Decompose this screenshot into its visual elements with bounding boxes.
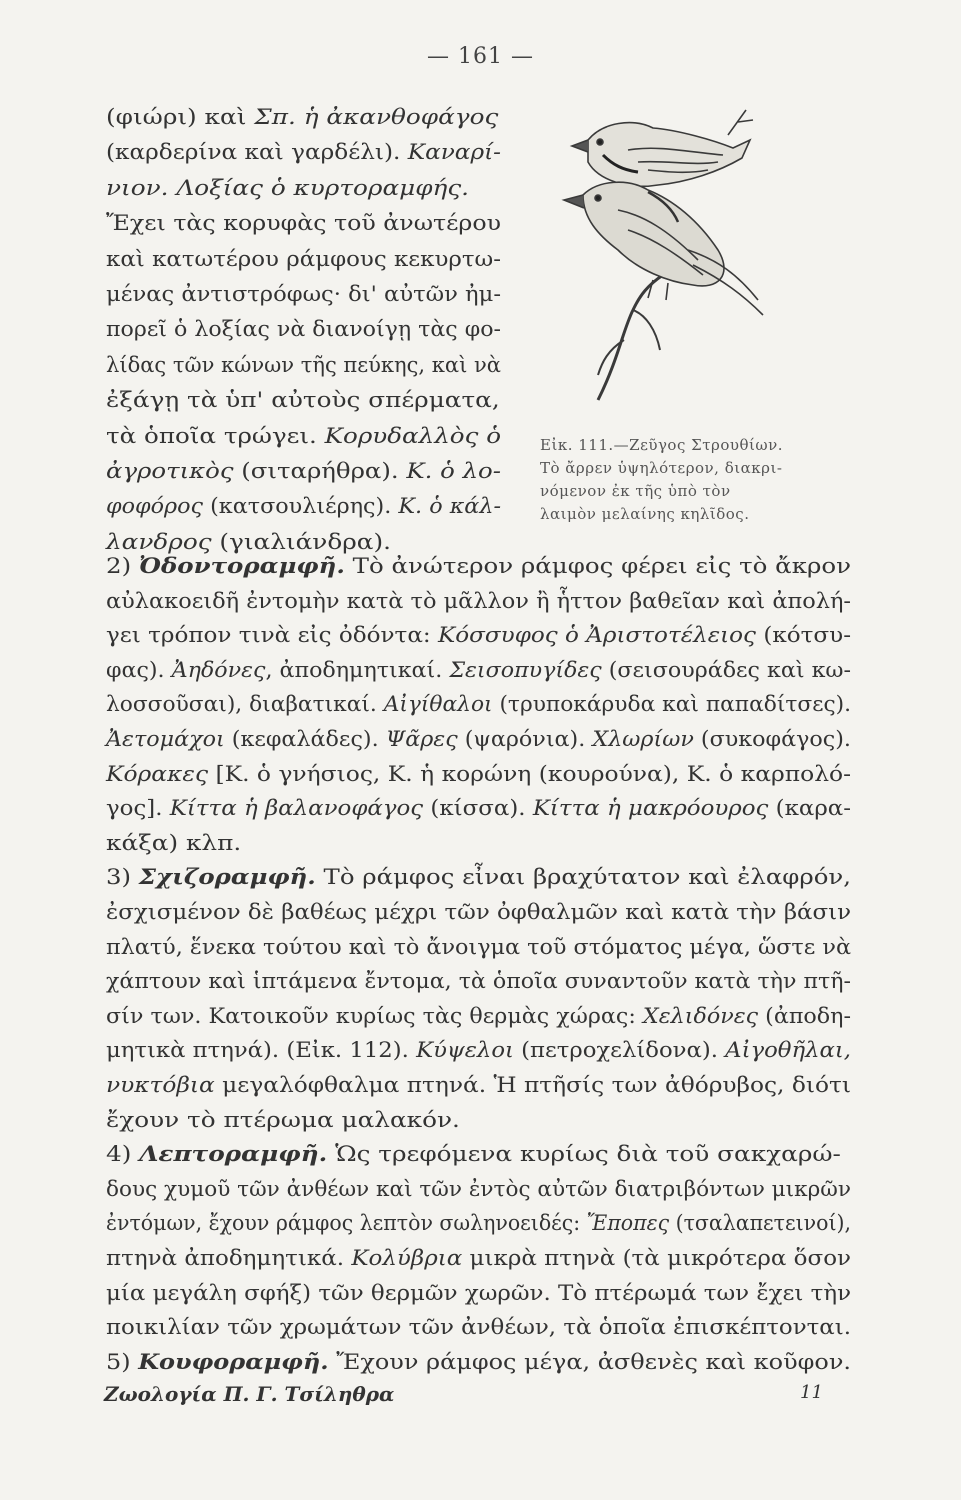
text-run: νυκτόβια	[106, 1073, 215, 1098]
text-run: Ὀδοντοραμφῆ.	[138, 554, 345, 579]
text-run: ἐσχισμένον δὲ βαθέως μέχρι τῶν ὀφθαλμῶν καὶ κατὰ τὴν βάσιν	[106, 900, 851, 925]
text-run: Χελιδόνες	[642, 1003, 759, 1029]
text-line	[106, 139, 501, 167]
text-run: Ἀετομάχοι	[106, 727, 225, 752]
text-run: (σιταρήθρα).	[233, 459, 407, 484]
text-run: (κατσουλιέρης).	[203, 494, 399, 520]
text-run: Καναρί-	[407, 140, 501, 166]
text-run: νιον. Λοξίας ὁ κυρτοραμφής.	[106, 175, 470, 201]
text-run: ἔχουν τὸ πτέρωμα μαλακόν.	[106, 1107, 460, 1133]
text-line	[106, 726, 851, 754]
text-run: Κ. ὁ κάλ-	[398, 494, 501, 520]
text-line	[106, 246, 501, 274]
text-run: λίδας τῶν κώνων τῆς πεύκης, καὶ νὰ	[106, 352, 501, 378]
text-run: Κύψελοι	[416, 1038, 514, 1064]
text-run: λανδρος	[106, 529, 212, 555]
text-line	[106, 691, 851, 719]
text-run: , ἀποδημητικαί.	[265, 657, 450, 683]
text-run: 2)	[106, 554, 139, 579]
text-run: (γιαλιάνδρα).	[211, 529, 391, 555]
text-run: (κότσυ-	[755, 623, 851, 649]
text-run: καὶ κατωτέρου ράμφους κεκυρτω-	[106, 246, 501, 272]
text-run: (κίσσα).	[423, 796, 533, 822]
text-run: (σεισουράδες καὶ κω-	[601, 657, 851, 683]
text-line	[106, 458, 501, 486]
text-line	[106, 934, 851, 962]
text-line	[106, 1176, 851, 1204]
text-line	[106, 1107, 460, 1135]
text-run: αὐλακοειδῆ ἐντομὴν κατὰ τὸ μᾶλλον ἢ ἧττον βαθεῖαν καὶ ἀπολή-	[106, 588, 851, 614]
text-line	[106, 899, 851, 927]
text-run: μένας ἀντιστρόφως· δι' αὐτῶν ἠμ-	[106, 282, 501, 307]
figure-sparrows	[528, 100, 828, 420]
text-run: Κόσσυφος ὁ Ἀριστοτέλειος	[438, 623, 756, 649]
text-line	[106, 1141, 841, 1169]
text-run: Σεισοπυγίδες	[449, 657, 602, 683]
text-run: δους χυμοῦ τῶν ἀνθέων καὶ τῶν ἐντὸς αὐτῶν διατριβόντων μικρῶν	[106, 1176, 852, 1202]
text-run: Ἔχει τὰς κορυφὰς τοῦ ἀνωτέρου	[106, 211, 501, 237]
footer-book-title: Ζωολογία Π. Γ. Τσίληθρα	[104, 1382, 395, 1406]
text-run: Κόρακες	[106, 761, 209, 787]
text-run: 3)	[106, 865, 139, 891]
text-run: (τσαλαπετεινοί),	[669, 1211, 851, 1237]
text-line	[106, 553, 851, 581]
text-line	[106, 493, 501, 521]
text-run: Ἀηδόνες	[171, 657, 266, 683]
text-run: ἐξάγῃ τὰ ὑπ' αὐτοὺς σπέρματα,	[106, 388, 500, 414]
footer-signature-number: 11	[800, 1382, 823, 1403]
text-run: πτηνὰ ἀποδημητικά.	[106, 1246, 352, 1271]
text-run: Κίττα ἡ βαλανοφάγος	[169, 796, 424, 822]
text-line	[106, 175, 469, 203]
text-line	[106, 1314, 851, 1342]
text-run: Κ. ὁ λο-	[406, 459, 501, 484]
text-line	[106, 968, 851, 996]
text-run: ἀγροτικὸς	[106, 459, 234, 484]
text-line	[106, 387, 500, 415]
text-line	[106, 864, 851, 892]
text-line	[106, 795, 851, 823]
text-run: Ἔποπες	[586, 1211, 670, 1237]
text-run: Σχιζοραμφῆ.	[138, 865, 316, 891]
text-run: μεγαλόφθαλμα πτηνά. Ἡ πτῆσίς των ἀθόρυβος, διότι	[214, 1073, 852, 1098]
text-run: Λεπτοραμφῆ.	[139, 1142, 328, 1168]
text-run: Κουφοραμφῆ.	[138, 1349, 329, 1375]
text-run: Τὸ ἀνώτερον ράμφος φέρει εἰς τὸ ἄκρον	[344, 554, 851, 579]
text-run: μητικὰ πτηνά). (Εἰκ. 112).	[106, 1038, 417, 1064]
text-run: ποικιλίαν τῶν χρωμάτων τῶν ἀνθέων, τὰ ὁποῖα ἐπισκέπτονται.	[106, 1315, 851, 1341]
text-line	[106, 1003, 851, 1031]
text-run: 4)	[106, 1142, 140, 1168]
text-run: πορεῖ ὁ λοξίας νὰ διανοίγῃ τὰς φο-	[106, 317, 502, 343]
text-run: (φιώρι) καὶ	[106, 105, 255, 130]
text-run: λοσσοῦσαι), διαβατικαί.	[106, 692, 384, 718]
text-line	[106, 423, 501, 451]
text-line	[106, 1349, 851, 1377]
text-run: Αἰγοθῆλαι,	[725, 1038, 851, 1064]
text-line	[106, 1072, 851, 1100]
text-run: μικρὰ πτηνὰ (τὰ μικρότερα ὅσον	[462, 1246, 851, 1271]
text-run: (τρυποκάρυδα καὶ παπαδίτσες).	[492, 692, 851, 718]
text-run: χάπτουν καὶ ἱπτάμενα ἔντομα, τὰ ὁποῖα συναντοῦν κατὰ τὴν πτῆ-	[106, 969, 851, 995]
text-run: (καρδερίνα καὶ γαρδέλι).	[106, 140, 408, 166]
text-run: Τὸ ράμφος εἶναι βραχύτατον καὶ ἐλαφρόν,	[315, 865, 851, 891]
figure-caption-line: λαιμὸν μελαίνης κηλῖδος.	[540, 505, 750, 523]
text-run: Κολύβρια	[351, 1246, 463, 1271]
text-line	[106, 1280, 851, 1308]
text-run: γει τρόπον τινὰ εἰς ὀδόντα:	[106, 623, 439, 649]
text-run: 5)	[106, 1349, 139, 1375]
text-run: Σπ. ἡ ἀκανθοφάγος	[254, 105, 499, 130]
text-run: (κεφαλάδες).	[224, 727, 386, 752]
text-run: Κορυδαλλὸς ὁ	[324, 423, 501, 449]
text-run: σίν των. Κατοικοῦν κυρίως τὰς θερμὰς χώρας:	[106, 1003, 643, 1029]
text-run: (ψαρόνια).	[457, 727, 593, 752]
text-run: (ἀποδη-	[758, 1003, 851, 1029]
text-run: Κίττα ἡ μακρόουρος	[532, 796, 769, 822]
text-run: [Κ. ὁ γνήσιος, Κ. ἡ κορώνη (κουρούνα), Κ. ὁ καρπολό-	[208, 761, 851, 787]
figure-caption-line: νόμενον ἐκ τῆς ὑπὸ τὸν	[540, 482, 731, 500]
text-line	[106, 830, 241, 858]
text-run: μία μεγάλη σφήξ) τῶν θερμῶν χωρῶν. Τὸ πτέρωμά των ἔχει τὴν	[106, 1280, 851, 1306]
figure-caption-line: Τὸ ἄρρεν ὑψηλότερον, διακρι-	[540, 459, 783, 477]
text-run: γος].	[106, 796, 170, 822]
text-run: τὰ ὁποῖα τρώγει.	[106, 423, 325, 449]
text-run: φας).	[106, 657, 172, 683]
text-line	[106, 1210, 851, 1238]
text-line	[106, 210, 501, 238]
text-run: πλατύ, ἕνεκα τούτου καὶ τὸ ἄνοιγμα τοῦ στόματος μέγα, ὥστε νὰ	[106, 934, 851, 960]
text-run: (καρα-	[768, 796, 851, 822]
text-line	[106, 316, 501, 344]
text-line	[106, 622, 851, 650]
text-run: (πετροχελίδονα).	[513, 1038, 726, 1064]
text-line	[106, 1037, 851, 1065]
text-run: (συκοφάγος).	[693, 727, 851, 752]
text-run: φοφόρος	[106, 494, 204, 520]
page-number: — 161 —	[427, 44, 534, 69]
text-line	[106, 1245, 851, 1273]
figure-caption-line: Εἰκ. 111.—Ζεῦγος Στρουθίων.	[540, 436, 784, 454]
text-line	[106, 761, 851, 789]
text-run: Ὡς τρεφόμενα κυρίως διὰ τοῦ σακχαρώ-	[327, 1142, 841, 1168]
text-run: Αἰγίθαλοι	[383, 692, 493, 718]
text-run: ἐντόμων, ἔχουν ράμφος λεπτὸν σωληνοειδές:	[106, 1211, 587, 1237]
text-line	[106, 352, 501, 380]
text-run: Χλωρίων	[592, 727, 694, 752]
text-run: Ψᾶρες	[385, 727, 458, 752]
text-line	[106, 104, 498, 132]
text-line	[106, 281, 501, 309]
text-line	[106, 588, 851, 616]
text-run: κάξα) κλπ.	[106, 830, 242, 856]
text-line	[106, 657, 851, 685]
sparrows-pair-illustration-icon	[528, 100, 828, 420]
text-run: Ἔχουν ράμφος μέγα, ἀσθενὲς καὶ κοῦφον.	[328, 1349, 851, 1375]
